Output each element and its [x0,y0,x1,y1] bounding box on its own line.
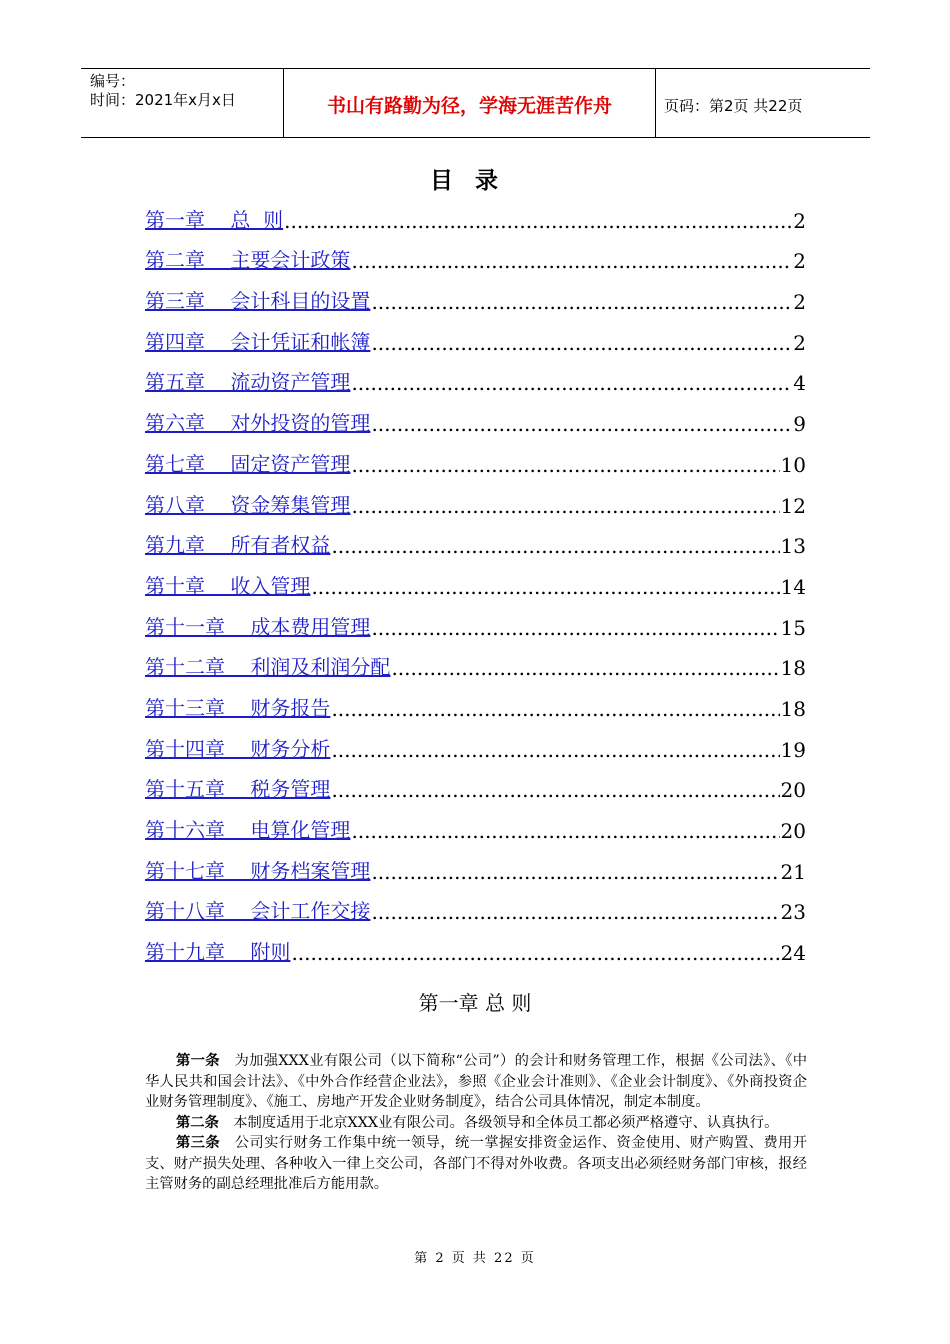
toc-entry [145,233,806,274]
toc-entry [145,802,806,843]
toc-dot-leader [351,494,779,518]
toc-dot-leader [284,209,792,233]
toc-title: 目录 [430,167,520,194]
toc-entry-page: 2 [793,330,806,355]
toc-dot-leader [371,290,792,314]
toc-entry-page: 20 [780,778,806,803]
toc-entry [145,843,806,884]
toc-entry-link[interactable]: 第十章 收入管理 [145,573,311,598]
toc-entry-page: 23 [780,900,806,925]
toc-entry-page: 18 [780,656,806,681]
toc-entry-link[interactable]: 第十二章 利润及利润分配 [145,655,391,680]
toc-entry-page: 10 [780,452,806,477]
toc-entry [145,314,806,355]
toc-entry [145,924,806,965]
toc-entry-link[interactable]: 第六章 对外投资的管理 [145,411,371,436]
toc-entry-page: 2 [793,249,806,274]
toc-dot-leader [351,453,779,477]
chapter-heading: 第一章 总 则 [418,991,532,1015]
toc-dot-leader [331,738,779,762]
article-label: 第二条 [176,1114,219,1131]
toc-entry-link[interactable]: 第十三章 财务报告 [145,695,331,720]
article-paragraph [145,1113,807,1134]
article-label: 第一条 [176,1053,220,1069]
toc-entry-page: 21 [780,859,806,884]
toc-entry-link[interactable]: 第二章 主要会计政策 [145,248,351,273]
toc-dot-leader [351,249,792,273]
motto-text: 书山有路勤为径，学海无涯苦作舟 [326,95,612,117]
toc-entry-page: 18 [780,696,806,721]
toc-entry [145,477,806,518]
article-body [145,1051,807,1195]
toc-entry [145,721,806,762]
toc-entry-page: 15 [780,615,806,640]
toc-entry-page: 12 [780,493,806,518]
toc-entry [145,599,806,640]
article-text: 公司实行财务工作集中统一领导，统一掌握安排资金运作、资金使用、财产购置、费用开支、财产损失处理、各种收入一律上交公司，各部门不得对外收费。各项支出必须经财务部门审核，报经主管财务的副总经理批准后方能用款。 [145,1135,808,1192]
toc-entry [145,355,806,396]
toc-entry-link[interactable]: 第九章 所有者权益 [145,533,331,558]
toc-entry-link[interactable]: 第三章 会计科目的设置 [145,289,371,314]
toc-entry [145,680,806,721]
header-page-cell [656,69,870,137]
toc-dot-leader [371,412,792,436]
toc-entry-page: 20 [780,819,806,843]
toc-dot-leader [331,534,779,558]
article-text: 为加强XXX业有限公司（以下简称“公司”）的会计和财务管理工作，根据《公司法》、《中华人民共和国会计法》、《中外合作经营企业法》，参照《企业会计准则》、《企业会计制度》、《外商投资企业财务管理制度》、《施工、房地产开发企业财务制度》，结合公司具体情况，制定本制度。 [145,1053,808,1110]
toc-dot-leader [351,819,779,843]
toc-entry-page: 14 [780,574,806,599]
toc-entry [145,640,806,681]
toc-dot-leader [371,616,779,640]
toc-entry-link[interactable]: 第十五章 税务管理 [145,777,331,802]
header-motto-cell [284,69,656,137]
toc-entry [145,192,806,233]
toc-entry-link[interactable]: 第十六章 电算化管理 [145,818,351,842]
toc-entry [145,273,806,314]
toc-dot-leader [391,656,779,680]
toc-entry-page: 2 [793,290,806,315]
toc-dot-leader [331,778,779,802]
toc-entry-link[interactable]: 第一章 总 则 [145,207,284,232]
toc-dot-leader [291,941,779,965]
toc-dot-leader [371,860,779,884]
toc-entry-page: 24 [780,941,806,966]
toc-entry-link[interactable]: 第十七章 财务档案管理 [145,858,371,883]
toc-dot-leader [311,575,779,599]
page-info: 页码：第2页 共22页 [664,97,803,115]
article-paragraph [145,1051,807,1113]
toc-entry-link[interactable]: 第十九章 附则 [145,940,291,965]
toc-entry-link[interactable]: 第十八章 会计工作交接 [145,899,371,924]
toc-entry [145,518,806,559]
header-meta-cell [81,69,284,137]
toc-entry-link[interactable]: 第八章 资金筹集管理 [145,492,351,517]
date-label: 时间：2021年x月x日 [90,91,236,109]
toc-entry-link[interactable]: 第七章 固定资产管理 [145,451,351,476]
page-footer: 第 2 页 共 22 页 [414,1251,536,1266]
toc-entry-page: 4 [793,371,806,396]
toc-entry-page: 9 [793,412,806,437]
toc-entry [145,436,806,477]
toc-dot-leader [371,900,779,924]
article-text: 本制度适用于北京XXX业有限公司。各级领导和全体员工都必须严格遵守、认真执行。 [233,1114,779,1131]
toc-entry-link[interactable]: 第四章 会计凭证和帐簿 [145,329,371,354]
toc-entry [145,558,806,599]
toc-entry [145,762,806,803]
code-label: 编号： [90,72,136,90]
article-label: 第三条 [176,1135,221,1151]
toc-entry-link[interactable]: 第十一章 成本费用管理 [145,614,371,639]
toc-entry-link[interactable]: 第五章 流动资产管理 [145,370,351,395]
toc-entry-page: 13 [780,534,806,559]
toc-entry-link[interactable]: 第十四章 财务分析 [145,736,331,761]
article-paragraph [145,1133,807,1195]
page-header [81,68,870,138]
toc-dot-leader [371,331,792,355]
toc-dot-leader [331,697,779,721]
toc-entry-page: 2 [793,208,806,233]
toc-entry [145,884,806,925]
toc-entry [145,395,806,436]
toc-entry-page: 19 [780,737,806,762]
table-of-contents [145,192,806,965]
toc-dot-leader [351,371,792,395]
